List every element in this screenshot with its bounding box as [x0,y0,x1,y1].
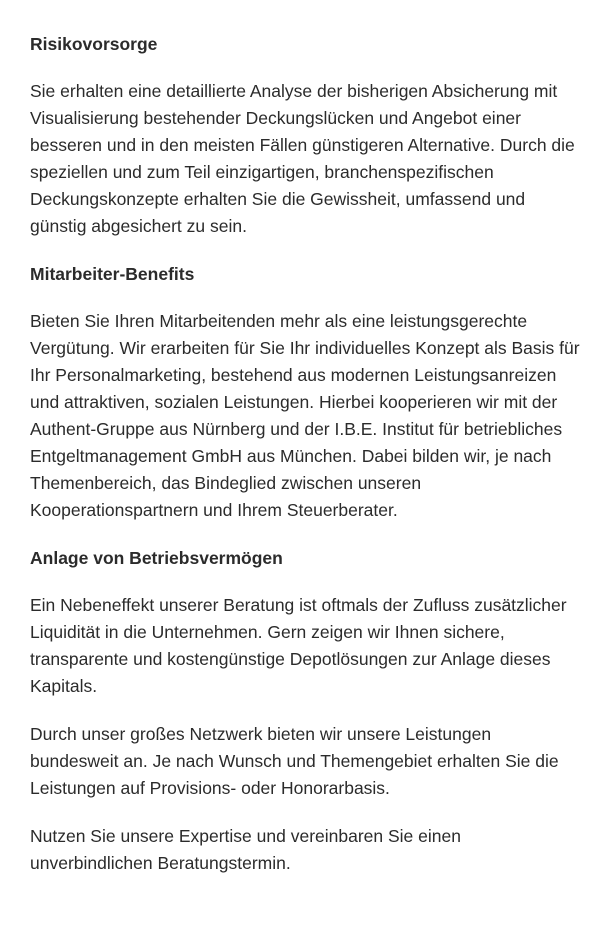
paragraph-risikovorsorge: Sie erhalten eine detaillierte Analyse der bisherigen Absicherung mit Visualisierung bestehender Deckungslücken und Angebot einer besseren und in den meisten Fällen günstigeren Alternative. Durch die speziellen und zum Teil einzigartigen, branchenspezifischen Deckungskonzepte erhalten Sie die Gewissheit, umfassend und günstig abgesichert zu sein. [30,81,575,236]
paragraph-netzwerk: Durch unser großes Netzwerk bieten wir unsere Leistungen bundesweit an. Je nach Wunsch und Themengebiet erhalten Sie die Leistungen auf Provisions- oder Honorarbasis. [30,724,559,798]
section-heading-anlage-betriebsvermoegen: Anlage von Betriebsvermögen [30,548,283,568]
paragraph-anlage-betriebsvermoegen: Ein Nebeneffekt unserer Beratung ist oftmals der Zufluss zusätzlicher Liquidität in die Unternehmen. Gern zeigen wir Ihnen sichere, transparente und kostengünstige Depotlösungen zur Anlage dieses Kapitals. [30,595,567,696]
section-heading-risikovorsorge: Risikovorsorge [30,34,158,54]
paragraph-mitarbeiter-benefits: Bieten Sie Ihren Mitarbeitenden mehr als eine leistungsgerechte Vergütung. Wir erarbeiten für Sie Ihr individuelles Konzept als Basis für Ihr Personalmarketing, bestehend aus modernen Leistungsanreizen und attraktiven, sozialen Leistungen. Hierbei kooperieren wir mit der Authent-Gruppe aus Nürnberg und der I.B.E. Institut für betriebliches Entgeltmanagement GmbH aus München. Dabei bilden wir, je nach Themenbereich, das Bindeglied zwischen unseren Kooperationspartnern und Ihrem Steuerberater. [30,311,580,520]
section-heading-mitarbeiter-benefits: Mitarbeiter-Benefits [30,264,195,284]
paragraph-beratungstermin: Nutzen Sie unsere Expertise und vereinbaren Sie einen unverbindlichen Beratungstermin. [30,826,461,873]
